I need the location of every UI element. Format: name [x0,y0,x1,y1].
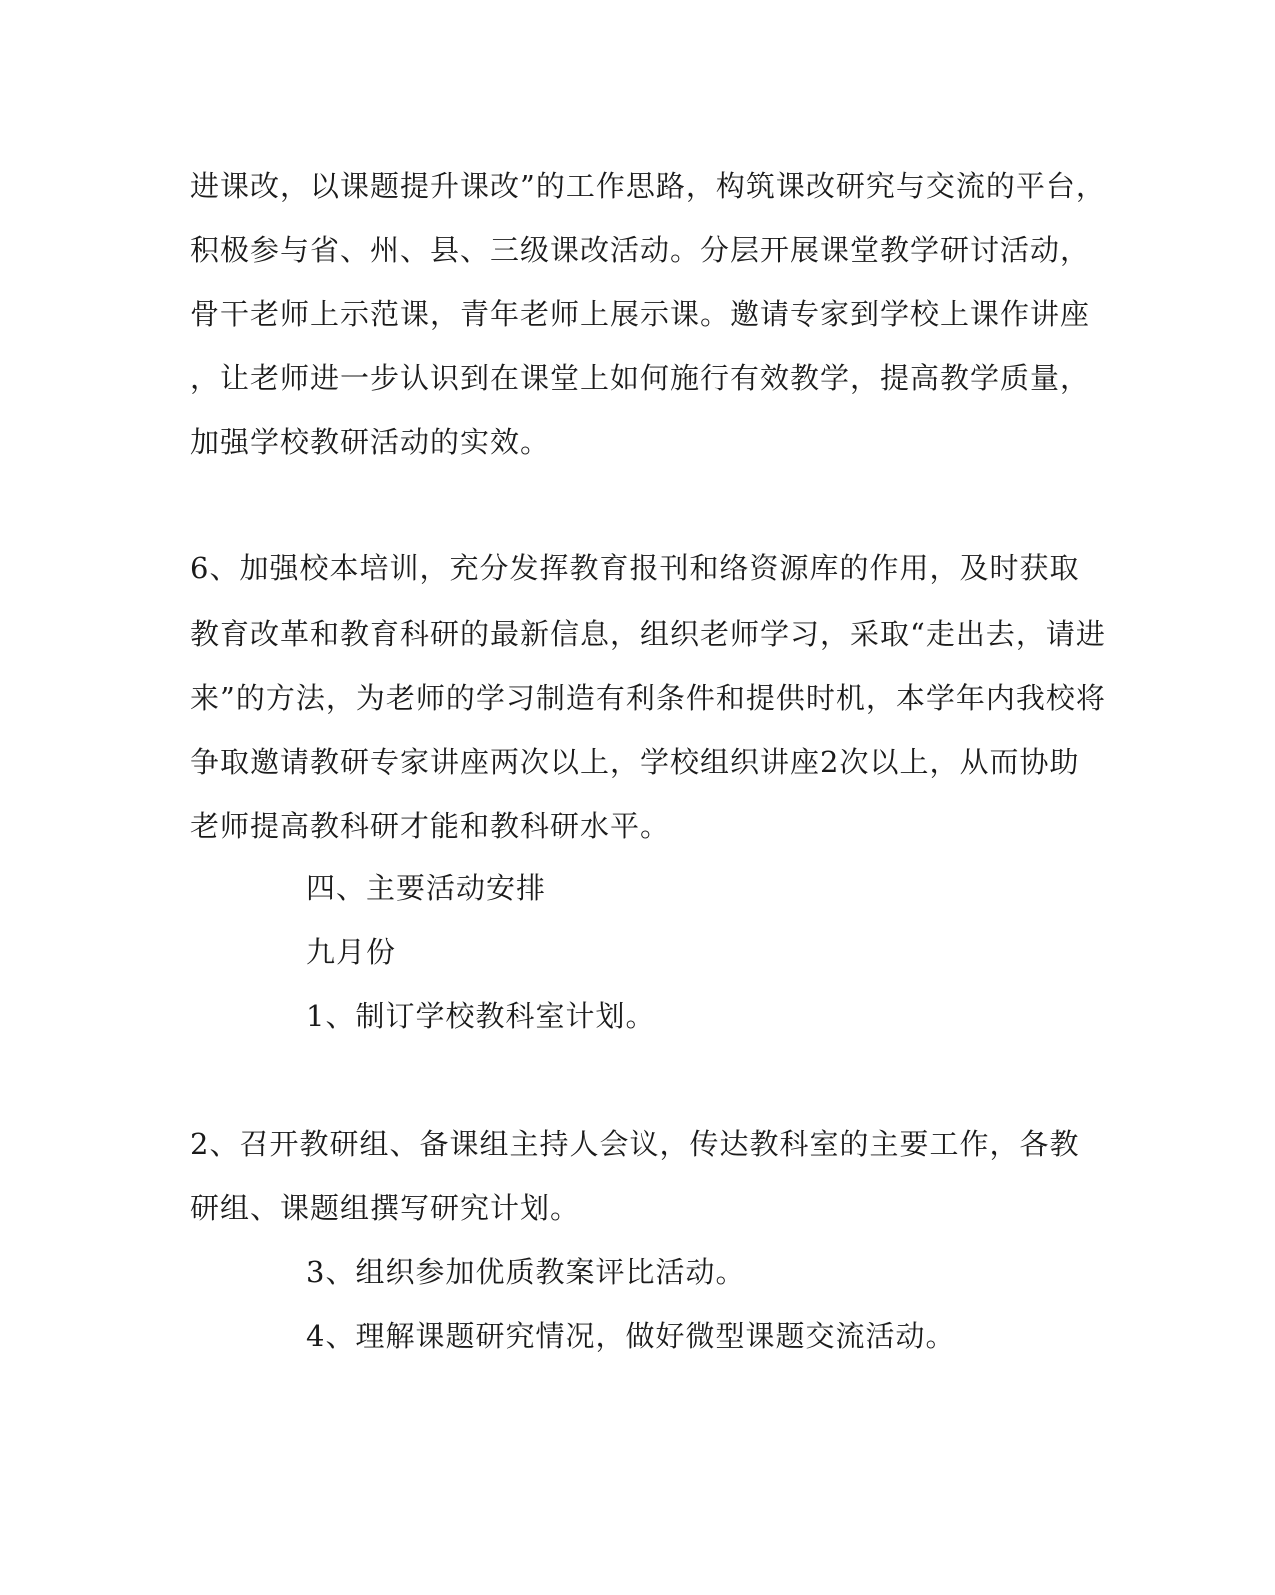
list-item-1: 1、制订学校教科室计划。 [306,999,656,1033]
paragraph-2-line-1: 6、加强校本培训，充分发挥教育报刊和络资源库的作用，及时获取 [190,551,1080,585]
section-heading: 四、主要活动安排 [306,871,547,905]
paragraph-2-line-5: 老师提高教科研才能和教科研水平。 [190,809,671,843]
paragraph-2-line-3: 来”的方法，为老师的学习制造有利条件和提供时机，本学年内我校将 [190,681,1106,715]
paragraph-1-line-5: 加强学校教研活动的实效。 [190,425,551,459]
list-item-2-line-1: 2、召开教研组、备课组主持人会议，传达教科室的主要工作，各教 [190,1127,1080,1161]
paragraph-1-line-4: ，让老师进一步认识到在课堂上如何施行有效教学，提高教学质量， [190,361,1091,395]
paragraph-2-line-2: 教育改革和教育科研的最新信息，组织老师学习，采取“走出去，请进 [190,617,1106,651]
list-item-2-line-2: 研组、课题组撰写研究计划。 [190,1191,581,1225]
paragraph-1-line-3: 骨干老师上示范课，青年老师上展示课。邀请专家到学校上课作讲座 [190,297,1091,331]
month-label: 九月份 [306,935,397,969]
list-item-4: 4、理解课题研究情况，做好微型课题交流活动。 [306,1319,956,1353]
paragraph-2-line-4: 争取邀请教研专家讲座两次以上，学校组织讲座2次以上，从而协助 [190,745,1080,779]
list-item-3: 3、组织参加优质教案评比活动。 [306,1255,746,1289]
paragraph-1-line-2: 积极参与省、州、县、三级课改活动。分层开展课堂教学研讨活动， [190,233,1091,267]
paragraph-1-line-1: 进课改，以课题提升课改”的工作思路，构筑课改研究与交流的平台， [190,169,1106,203]
